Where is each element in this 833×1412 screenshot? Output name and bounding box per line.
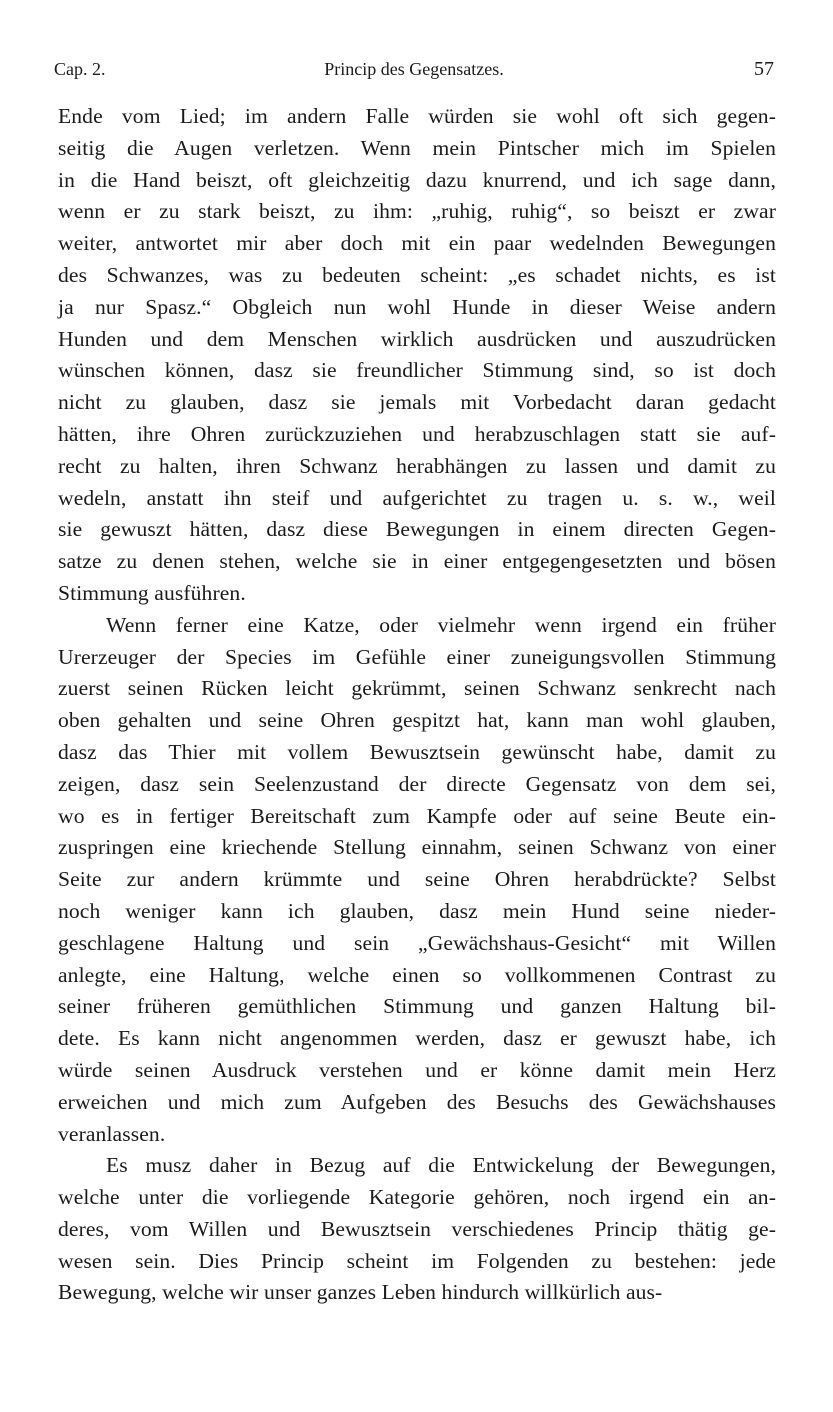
chapter-label: Cap. 2. (54, 59, 106, 79)
text-line: veranlassen. (58, 1121, 166, 1146)
text-line: Hunden und dem Menschen wirklich ausdrücken und auszudrücken (58, 326, 776, 351)
text-line: wesen sein. Dies Princip scheint im Folgenden zu bestehen: jede (58, 1248, 776, 1273)
text-line: Stimmung ausführen. (58, 580, 246, 605)
text-line: Ende vom Lied; im andern Falle würden sie wohl oft sich gegen- (58, 104, 776, 128)
running-head (54, 56, 774, 82)
text-line: weiter, antwortet mir aber doch mit ein paar wedelnden Bewegungen (58, 231, 776, 256)
page-number: 57 (754, 58, 774, 80)
text-line: nicht zu glauben, dasz sie jemals mit Vorbedacht daran gedacht (58, 390, 776, 415)
text-line: wünschen können, dasz sie freundlicher Stimmung sind, so ist doch (58, 358, 776, 383)
paragraph (58, 101, 776, 610)
text-line: Es musz daher in Bezug auf die Entwickelung der Bewegungen, (106, 1153, 776, 1178)
text-line: satze zu denen stehen, welche sie in einer entgegengesetzten und bösen (58, 549, 776, 574)
text-line: wenn er zu stark beiszt, zu ihm: „ruhig, ruhig“, so beiszt er zwar (58, 199, 776, 224)
paragraph (58, 610, 776, 1151)
text-line: seiner früheren gemüthlichen Stimmung und ganzen Haltung bil- (58, 994, 776, 1019)
text-line: deres, vom Willen und Bewusztsein verschiedenes Princip thätig ge- (58, 1216, 776, 1241)
text-line: seitig die Augen verletzen. Wenn mein Pintscher mich im Spielen (58, 135, 776, 160)
text-line: dasz das Thier mit vollem Bewusztsein gewünscht habe, damit zu (58, 739, 776, 764)
text-line: dete. Es kann nicht angenommen werden, dasz er gewuszt habe, ich (58, 1026, 776, 1051)
text-line: oben gehalten und seine Ohren gespitzt hat, kann man wohl glauben, (58, 708, 776, 733)
section-title: Princip des Gegensatzes. (324, 59, 504, 79)
text-line: erweichen und mich zum Aufgeben des Besuchs des Gewächshauses (58, 1089, 776, 1114)
text-line: Bewegung, welche wir unser ganzes Leben hindurch willkürlich aus- (58, 1280, 663, 1305)
text-line: Wenn ferner eine Katze, oder vielmehr wenn irgend ein früher (106, 612, 776, 637)
text-line: zuspringen eine kriechende Stellung einnahm, seinen Schwanz von einer (58, 835, 776, 860)
text-line: noch weniger kann ich glauben, dasz mein Hund seine nieder- (58, 898, 776, 923)
text-line: würde seinen Ausdruck verstehen und er könne damit mein Herz (58, 1057, 776, 1082)
text-line: ja nur Spasz.“ Obgleich nun wohl Hunde in dieser Weise andern (58, 294, 776, 319)
text-line: zuerst seinen Rücken leicht gekrümmt, seinen Schwanz senkrecht nach (58, 676, 776, 701)
text-line: hätten, ihre Ohren zurückzuziehen und herabzuschlagen statt sie auf- (58, 421, 776, 446)
paragraph (58, 1150, 776, 1309)
text-line: anlegte, eine Haltung, welche einen so vollkommenen Contrast zu (58, 962, 776, 987)
text-line: des Schwanzes, was zu bedeuten scheint: „es schadet nichts, es ist (58, 262, 776, 287)
text-line: wedeln, anstatt ihn steif und aufgerichtet zu tragen u. s. w., weil (58, 485, 776, 510)
text-line: geschlagene Haltung und sein „Gewächshaus-Gesicht“ mit Willen (58, 930, 776, 955)
body-text (58, 101, 776, 1309)
text-line: in die Hand beiszt, oft gleichzeitig dazu knurrend, und ich sage dann, (58, 167, 776, 192)
text-line: Urerzeuger der Species im Gefühle einer zuneigungsvollen Stimmung (58, 644, 776, 669)
text-line: Seite zur andern krümmte und seine Ohren herabdrückte? Selbst (58, 867, 776, 892)
text-line: zeigen, dasz sein Seelenzustand der directe Gegensatz von dem sei, (58, 771, 776, 796)
text-line: recht zu halten, ihren Schwanz herabhängen zu lassen und damit zu (58, 453, 776, 478)
text-line: welche unter die vorliegende Kategorie gehören, noch irgend ein an- (58, 1185, 776, 1210)
text-line: wo es in fertiger Bereitschaft zum Kampfe oder auf seine Beute ein- (58, 803, 776, 828)
text-line: sie gewuszt hätten, dasz diese Bewegungen in einem directen Gegen- (58, 517, 776, 542)
